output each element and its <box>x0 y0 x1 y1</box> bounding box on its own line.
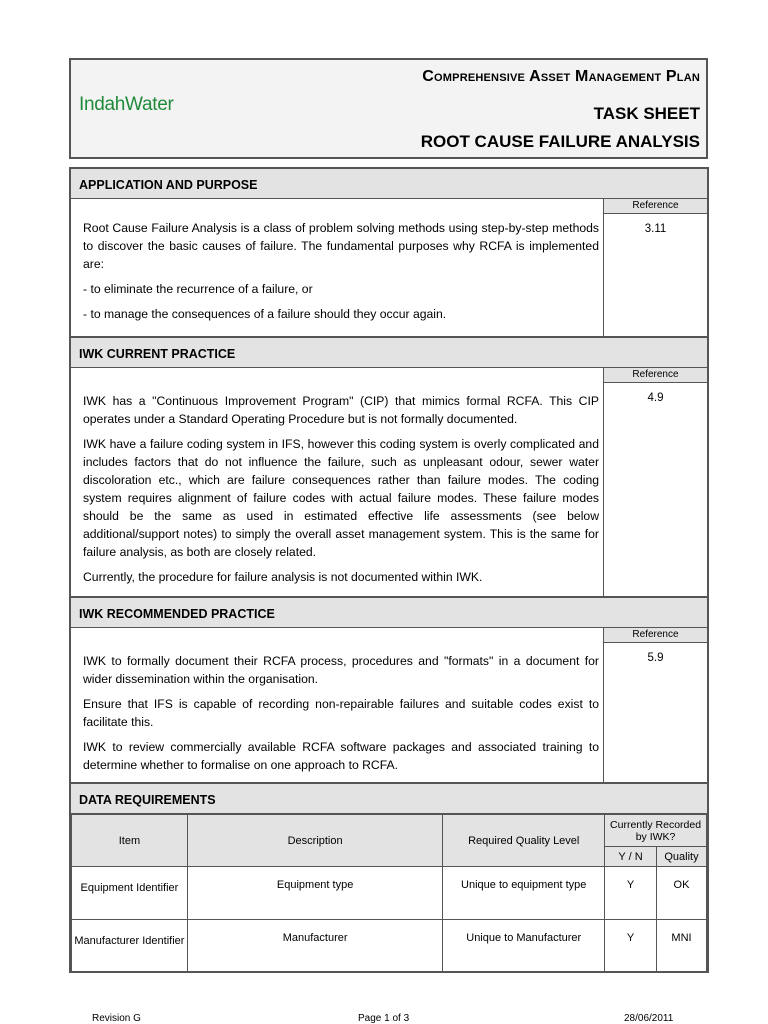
footer-revision: Revision G <box>92 1013 141 1024</box>
paragraph: Ensure that IFS is capable of recording non-repairable failures and suitable codes exist to facilitate this. <box>83 697 599 729</box>
footer-page-number: Page 1 of 3 <box>358 1013 410 1024</box>
column-header: Item <box>72 815 188 867</box>
logo-text: IndahWater <box>79 94 174 115</box>
reference-label: Reference <box>603 199 707 214</box>
application-section <box>69 167 709 338</box>
paragraph: - to eliminate the recurrence of a failure, or <box>83 282 313 296</box>
paragraph: - to manage the consequences of a failure should they occur again. <box>83 307 447 321</box>
paragraph: IWK have a failure coding system in IFS, however this coding system is overly complicated and includes factors that do not influence the failure, such as unpleasant odour, sewer water discoloration etc., which are failure consequences rather than failure modes. The coding system requires alignment of failure codes with actual failure modes. These failure modes should be the same as used in estimated effective life assessments (see below additional/support notes) to simply the overall asset management system. This is the same for failure analysis, as both are closely related. <box>83 437 599 559</box>
yn-cell: Y <box>605 920 657 972</box>
section-heading: IWK RECOMMENDED PRACTICE <box>71 598 707 628</box>
column-header: Currently Recorded by IWK? <box>605 815 707 847</box>
section-heading: DATA REQUIREMENTS <box>71 784 707 814</box>
quality-cell: Unique to Manufacturer <box>443 920 605 972</box>
footer-date: 28/06/2011 <box>624 1013 674 1024</box>
section-heading: APPLICATION AND PURPOSE <box>71 169 707 199</box>
table-row <box>72 920 707 972</box>
description-cell: Equipment type <box>187 867 443 920</box>
document-header <box>69 58 708 159</box>
recommended-practice-section <box>69 596 709 784</box>
plan-title: Comprehensive Asset Management Plan <box>422 68 700 85</box>
section-text <box>83 392 599 593</box>
task-sheet-title: TASK SHEET <box>593 104 700 123</box>
reference-label: Reference <box>603 368 707 383</box>
quality-cell: Unique to equipment type <box>443 867 605 920</box>
section-heading: IWK CURRENT PRACTICE <box>71 338 707 368</box>
yn-cell: Y <box>605 867 657 920</box>
column-header: Quality <box>657 847 707 867</box>
item-cell: Equipment Identifier <box>72 867 188 920</box>
data-requirements-section <box>69 782 709 973</box>
paragraph: Currently, the procedure for failure analysis is not documented within IWK. <box>83 570 483 584</box>
description-cell: Manufacturer <box>187 920 443 972</box>
reference-value: 4.9 <box>603 383 707 596</box>
indah-water-logo <box>79 94 199 124</box>
section-text <box>83 219 599 330</box>
current-practice-section <box>69 336 709 598</box>
quality-status-cell: MNI <box>657 920 707 972</box>
document-subtitle: ROOT CAUSE FAILURE ANALYSIS <box>420 132 700 151</box>
quality-status-cell: OK <box>657 867 707 920</box>
section-text <box>83 652 599 781</box>
column-header: Required Quality Level <box>443 815 605 867</box>
column-header: Description <box>187 815 443 867</box>
column-header: Y / N <box>605 847 657 867</box>
reference-label: Reference <box>603 628 707 643</box>
paragraph: IWK to formally document their RCFA process, procedures and "formats" in a document for wider dissemination within the organisation. <box>83 654 599 686</box>
data-requirements-table <box>71 814 707 972</box>
reference-value: 3.11 <box>603 214 707 336</box>
reference-value: 5.9 <box>603 643 707 782</box>
item-cell: Manufacturer Identifier <box>72 920 188 972</box>
paragraph: Root Cause Failure Analysis is a class of problem solving methods using step-by-step methods to discover the basic causes of failure. The fundamental purposes why RCFA is implemented are: <box>83 221 599 271</box>
paragraph: IWK to review commercially available RCFA software packages and associated training to determine whether to formalise on one approach to RCFA. <box>83 740 599 772</box>
paragraph: IWK has a "Continuous Improvement Program" (CIP) that mimics formal RCFA. This CIP operates under a Standard Operating Procedure but is not formally documented. <box>83 394 599 426</box>
table-row <box>72 867 707 920</box>
